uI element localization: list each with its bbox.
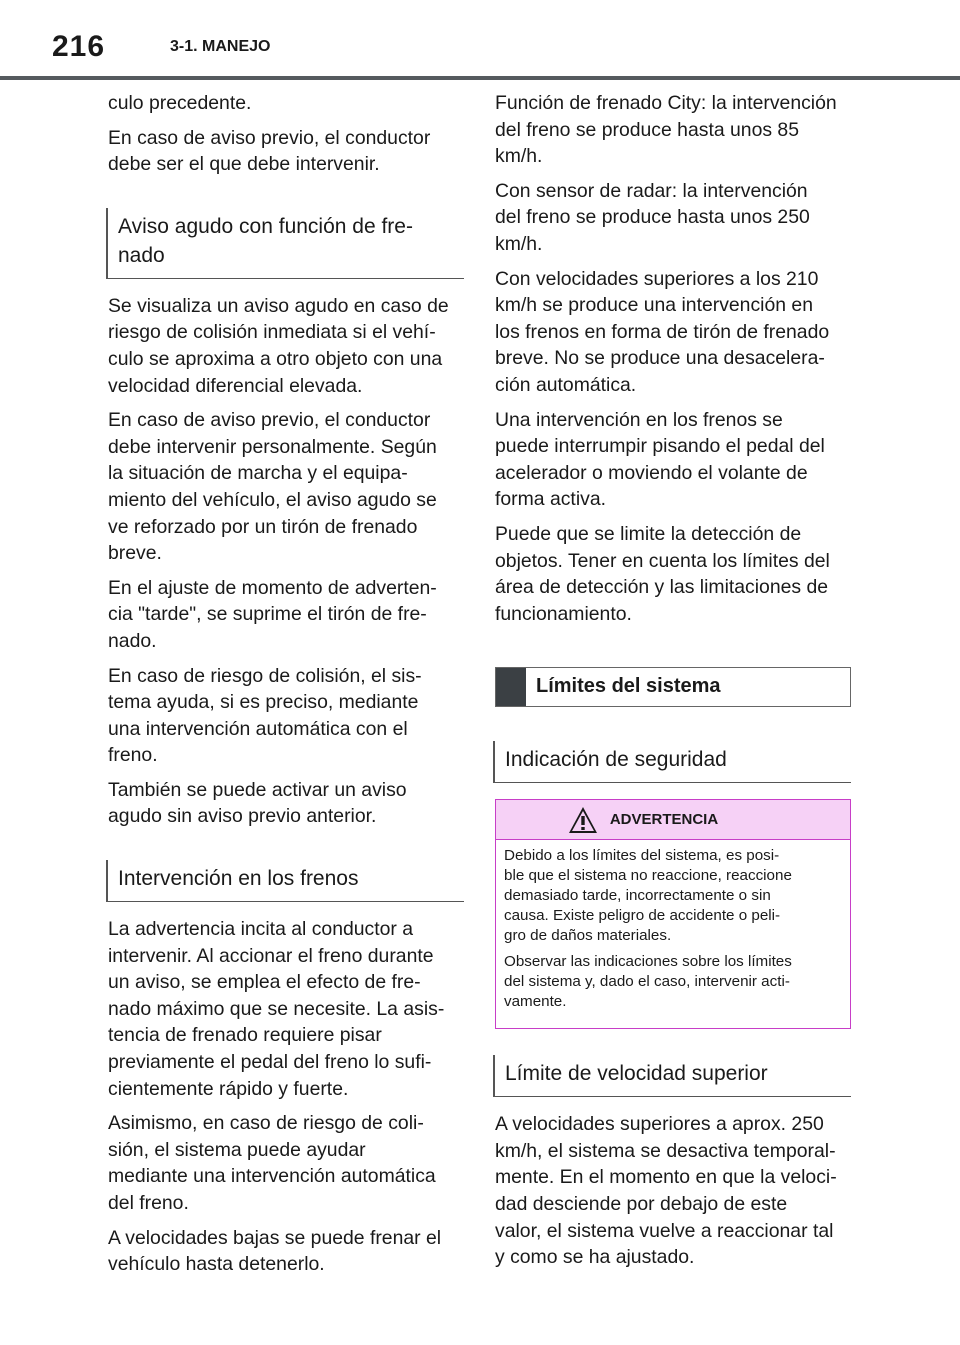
paragraph: En caso de aviso previo, el conductor debe ser el que debe intervenir. <box>108 126 431 176</box>
header-rule <box>0 76 960 80</box>
section-box-limites <box>495 667 851 707</box>
paragraph: culo precedente. <box>108 92 252 114</box>
warning-header <box>496 800 850 840</box>
paragraph: Se visualiza un aviso agudo en caso de riesgo de colisión inmediata si el vehí- culo se aproxima a otro objeto con una velocidad diferencial elevada. <box>108 294 449 397</box>
paragraph: A velocidades bajas se puede frenar el vehículo hasta detenerlo. <box>108 1226 442 1276</box>
warning-title: ADVERTENCIA <box>609 811 719 829</box>
paragraph: Puede que se limite la detección de objetos. Tener en cuenta los límites del área de detección y las limitaciones de funcionamiento. <box>495 522 830 625</box>
subheading-aviso-agudo: Aviso agudo con función de fre- nado <box>106 208 464 279</box>
section-box-bar <box>496 668 526 706</box>
section-title: 3-1. MANEJO <box>170 38 271 55</box>
subheading-limite-velocidad: Límite de velocidad superior <box>493 1055 851 1097</box>
paragraph: En caso de riesgo de colisión, el sis- tema ayuda, si es preciso, mediante una intervención automática con el freno. <box>108 664 422 767</box>
warning-triangle-icon <box>568 806 598 834</box>
left-column <box>108 90 464 1286</box>
paragraph: Con sensor de radar: la intervención del freno se produce hasta unos 250 km/h. <box>495 179 810 255</box>
paragraph: Función de frenado City: la intervención del freno se produce hasta unos 85 km/h. <box>495 92 837 168</box>
warning-body <box>496 840 850 1028</box>
subheading-intervencion-frenos: Intervención en los frenos <box>106 860 464 902</box>
subheading-indicacion-seguridad: Indicación de seguridad <box>493 741 851 783</box>
paragraph: A velocidades superiores a aprox. 250 km/h, el sistema se desactiva temporal- mente. En el momento en que la veloci- dad desciende por debajo de este valor, el sistema vuelve a reaccionar tal y como se ha ajustado. <box>495 1113 837 1269</box>
paragraph: En el ajuste de momento de adverten- cia "tarde", se suprime el tirón de fre- nado. <box>108 576 437 652</box>
paragraph: Asimismo, en caso de riesgo de coli- sión, el sistema puede ayudar mediante una intervención automática del freno. <box>108 1112 436 1214</box>
paragraph: También se puede activar un aviso agudo sin aviso previo anterior. <box>108 778 407 828</box>
warning-paragraph: Debido a los límites del sistema, es posi- ble que el sistema no reaccione, reaccione demasiado tarde, incorrectamente o sin causa. Existe peligro de accidente o peli- gro de daños materiales. <box>504 847 792 945</box>
page-number: 216 <box>52 30 106 63</box>
warning-box <box>495 799 851 1029</box>
paragraph: En caso de aviso previo, el conductor debe intervenir personalmente. Según la situación de marcha y el equipa- miento del vehículo, el aviso agudo se ve reforzado por un tirón de frenado breve. <box>108 409 437 565</box>
warning-paragraph: Observar las indicaciones sobre los límites del sistema y, dado el caso, intervenir acti- vamente. <box>504 953 792 1011</box>
right-column <box>495 90 851 1279</box>
section-box-title: Límites del sistema <box>536 675 721 698</box>
paragraph: Con velocidades superiores a los 210 km/h se produce una intervención en los frenos en forma de tirón de frenado breve. No se produce una desacelera- ción automática. <box>495 267 830 396</box>
paragraph: La advertencia incita al conductor a intervenir. Al accionar el freno durante un aviso, se emplea el efecto de fre- nado máximo que se necesite. La asis- tencia de frenado requiere pisar previamente el pedal del freno lo sufi- cientemente rápido y fuerte. <box>108 918 445 1100</box>
paragraph: Una intervención en los frenos se puede interrumpir pisando el pedal del acelerador o moviendo el volante de forma activa. <box>495 408 825 511</box>
